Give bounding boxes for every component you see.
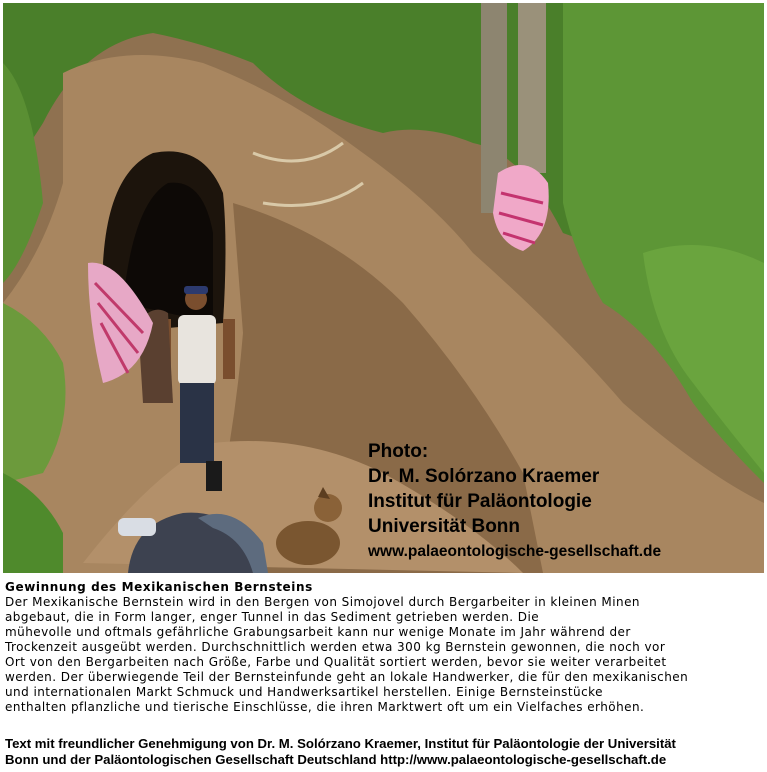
caption-line: werden. Der überwiegende Teil der Bernsteinfunde geht an lokale Handwerker, die für den mexikanischen <box>5 670 689 684</box>
photo-credit-university: Universität Bonn <box>368 516 521 537</box>
caption-title: Gewinnung des Mexikanischen Bernsteins <box>5 580 313 594</box>
caption-line: abgebaut, die in Form langer, enger Tunnel in das Sediment getrieben werden. Die <box>5 610 540 624</box>
photo-credit-website: www.palaeontologische-gesellschaft.de <box>368 543 662 560</box>
caption-block <box>5 580 763 768</box>
caption-line: Ort von den Bergarbeiten nach Größe, Farbe und Qualität sortiert werden, bevor sie weiter verarbeitet <box>5 655 667 669</box>
caption-line: Der Mexikanische Bernstein wird in den Bergen von Simojovel durch Bergarbeiter in kleinen Minen <box>5 595 640 609</box>
caption-line: Trockenzeit ausgeübt werden. Durchschnittlich werden etwa 300 kg Bernstein gewonnen, die noch vor <box>5 640 666 654</box>
caption-line: enthalten pflanzliche und tierische Einschlüsse, die ihren Marktwert oft um ein Vielfaches erhöhen. <box>5 700 645 714</box>
photo-credit-name: Dr. M. Solórzano Kraemer <box>368 466 600 487</box>
caption-body <box>5 595 763 715</box>
caption-line: und internationalen Markt Schmuck und Handwerksartikel herstellen. Einige Bernsteinstücke <box>5 685 603 699</box>
footer-permission-line: Text mit freundlicher Genehmigung von Dr. M. Solórzano Kraemer, Institut für Paläontologie der Universität <box>5 736 676 751</box>
photo-credit-institute: Institut für Paläontologie <box>368 491 592 512</box>
caption-line: mühevolle und oftmals gefährliche Grabungsarbeit kann nur wenige Monate im Jahr während der <box>5 625 631 639</box>
photo-credit-label: Photo: <box>368 441 429 462</box>
footer-permission-line: Bonn und der Paläontologischen Gesellschaft Deutschland http://www.palaeontologische-gesellschaft.de <box>5 752 667 767</box>
mine-photo <box>3 3 764 573</box>
